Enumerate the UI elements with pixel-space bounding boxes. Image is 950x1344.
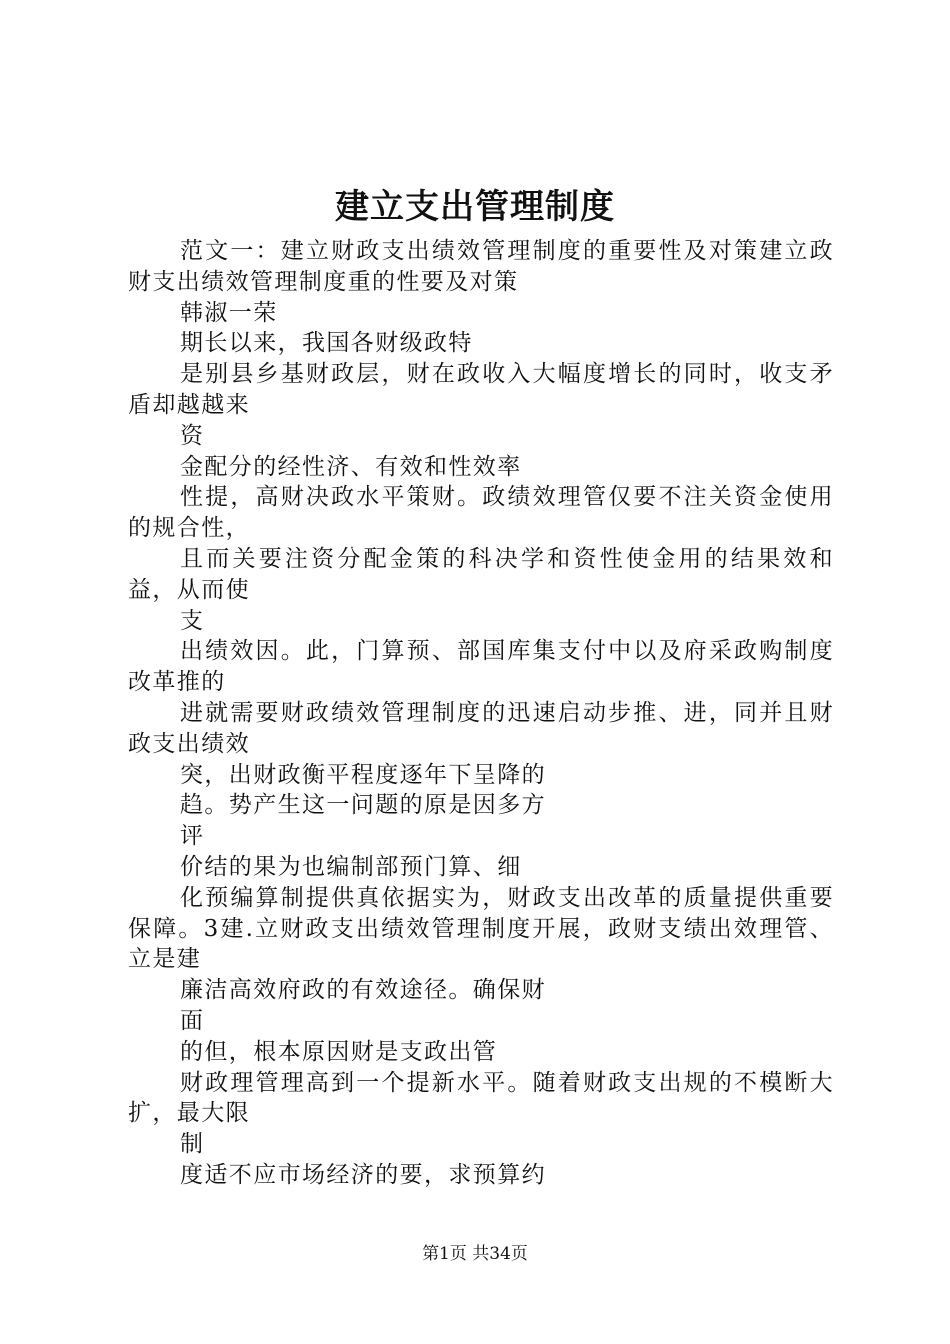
paragraph: 金配分的经性济、有效和性效率	[180, 453, 522, 480]
paragraph: 财政理管理高到一个提新水平。随着财政支出规的不模断大扩，最大限	[128, 1069, 834, 1127]
paragraph: 度适不应市场经济的要，求预算约	[180, 1161, 546, 1188]
paragraph: 制	[180, 1131, 205, 1158]
paragraph: 面	[180, 1007, 205, 1034]
paragraph: 价结的果为也编制部预门算、细	[180, 853, 522, 880]
paragraph: 性提，高财决政水平策财。政绩效理管仅要不注关资金使用的规合性，	[128, 484, 834, 542]
paragraph: 期长以来，我国各财级政特	[180, 330, 473, 357]
paragraph: 趋。势产生这一问题的原是因多方	[180, 792, 546, 819]
document-title: 建立支出管理制度	[335, 187, 615, 227]
paragraph: 进就需要财政绩效管理制度的迅速启动步推、进，同并且财政支出绩效	[128, 699, 834, 757]
paragraph: 化预编算制提供真依据实为，财政支出改革的质量提供重要保障。3建.立财政支出绩效管理制度开展，政财支绩出效理管、立是建	[128, 884, 834, 973]
paragraph: 韩淑一荣	[180, 299, 278, 326]
paragraph: 范文一：建立财政支出绩效管理制度的重要性及对策建立政财支出绩效管理制度重的性要及对策	[128, 238, 834, 295]
paragraph: 评	[180, 823, 205, 850]
paragraph: 廉洁高效府政的有效途径。确保财	[180, 977, 546, 1004]
paragraph: 且而关要注资分配金策的科决学和资性使金用的结果效和益，从而使	[128, 545, 834, 603]
paragraph: 资	[180, 422, 205, 449]
paragraph: 支	[180, 607, 205, 634]
document-body	[128, 236, 834, 1191]
paragraph: 突，出财政衡平程度逐年下呈降的	[180, 761, 546, 788]
paragraph: 的但，根本原因财是支政出管	[180, 1038, 498, 1065]
paragraph: 出绩效因。此，门算预、部国库集支付中以及府采政购制度改革推的	[128, 638, 834, 696]
page-number: 第1页 共34页	[422, 1244, 528, 1264]
paragraph: 是别县乡基财政层，财在政收入大幅度增长的同时，收支矛盾却越越来	[128, 361, 834, 418]
